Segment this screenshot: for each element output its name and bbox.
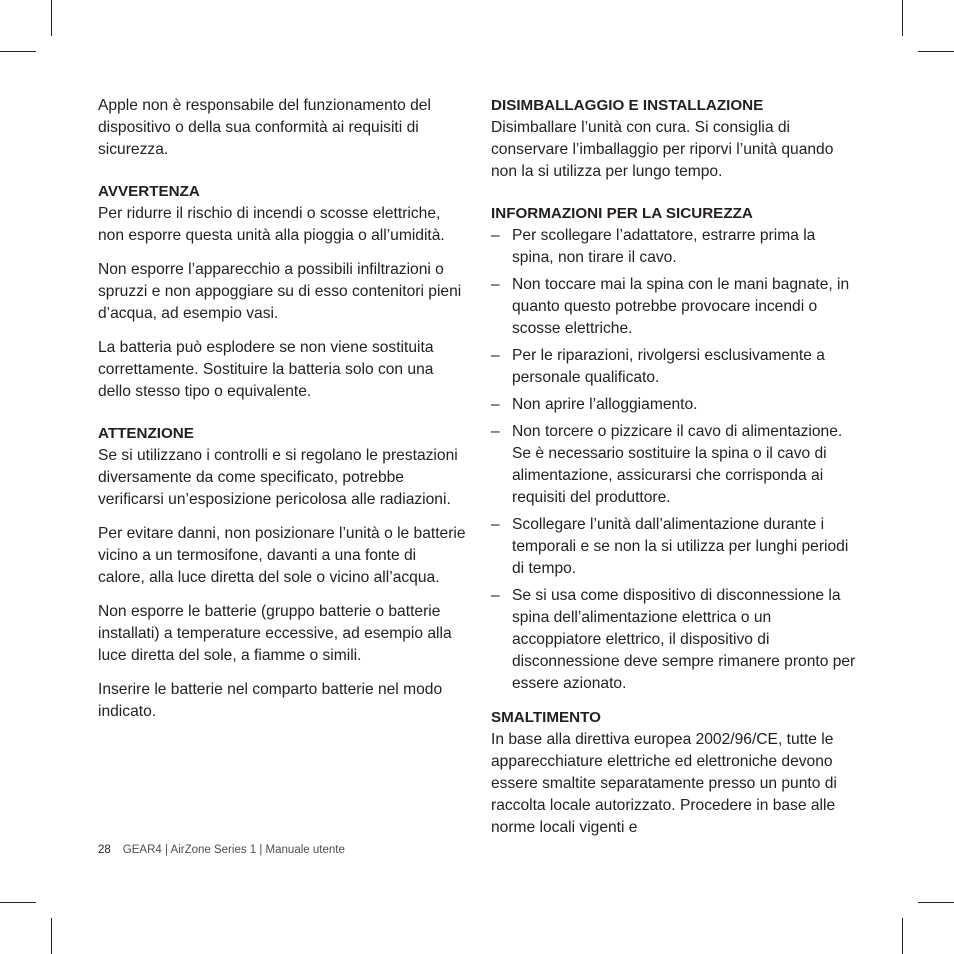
intro-block	[98, 95, 466, 161]
disimballaggio-paragraph: Disimballare l’unità con cura. Si consiglia di conservare l’imballaggio per riporvi l’unità quando non la si utilizza per lungo tempo.	[491, 119, 834, 180]
sicurezza-heading: INFORMAZIONI PER LA SICUREZZA	[491, 205, 753, 222]
crop-mark-bottom-right-vertical	[902, 918, 903, 954]
list-item-text: Non toccare mai la spina con le mani bagnate, in quanto questo potrebbe provocare incendi o scosse elettriche.	[512, 276, 850, 337]
avvertenza-section	[98, 181, 466, 403]
attenzione-heading: ATTENZIONE	[98, 425, 194, 442]
dash-marker: –	[491, 396, 500, 413]
intro-paragraph: Apple non è responsabile del funzionamento del dispositivo o della sua conformità ai requisiti di sicurezza.	[98, 97, 431, 158]
right-column	[491, 95, 859, 851]
crop-mark-bottom-right-horizontal	[918, 902, 954, 903]
list-item-text: Non torcere o pizzicare il cavo di alimentazione. Se è necessario sostituire la spina o il cavo di alimentazione, assicurarsi che corrisponda ai requisiti del produttore.	[512, 423, 843, 506]
list-item	[491, 394, 859, 416]
dash-marker: –	[491, 516, 500, 533]
attenzione-paragraph-3: Non esporre le batterie (gruppo batterie o batterie installati) a temperature eccessive, ad esempio alla luce diretta del sole, a fiamme o simili.	[98, 603, 452, 664]
avvertenza-paragraph-3: La batteria può esplodere se non viene sostituita correttamente. Sostituire la batteria solo con una dello stesso tipo o equivalente.	[98, 339, 434, 400]
avvertenza-paragraph-1: Per ridurre il rischio di incendi o scosse elettriche, non esporre questa unità alla pioggia o all’umidità.	[98, 205, 445, 244]
list-item-text: Scollegare l’unità dall’alimentazione durante i temporali e se non la si utilizza per lunghi periodi di tempo.	[512, 516, 849, 577]
list-item	[491, 514, 859, 580]
list-item	[491, 421, 859, 509]
dash-marker: –	[491, 587, 500, 604]
crop-mark-bottom-left-horizontal	[0, 902, 36, 903]
crop-mark-top-right-vertical	[902, 0, 903, 36]
sicurezza-section	[491, 203, 859, 695]
page-number: 28	[98, 844, 111, 856]
crop-mark-top-right-horizontal	[918, 51, 954, 52]
avvertenza-paragraph-2: Non esporre l’apparecchio a possibili infiltrazioni o spruzzi e non appoggiare su di esso contenitori pieni d’acqua, ad esempio vasi.	[98, 261, 462, 322]
attenzione-paragraph-4: Inserire le batterie nel comparto batterie nel modo indicato.	[98, 681, 443, 720]
left-column	[98, 95, 466, 735]
list-item	[491, 345, 859, 389]
footer-text: GEAR4 | AirZone Series 1 | Manuale utente	[122, 844, 345, 856]
list-item-text: Per scollegare l’adattatore, estrarre prima la spina, non tirare il cavo.	[512, 227, 816, 266]
crop-mark-top-left-horizontal	[0, 51, 36, 52]
sicurezza-list	[491, 225, 859, 695]
crop-mark-bottom-left-vertical	[51, 918, 52, 954]
list-item	[491, 585, 859, 695]
list-item	[491, 225, 859, 269]
disimballaggio-section	[491, 95, 859, 183]
list-item	[491, 274, 859, 340]
list-item-text: Per le riparazioni, rivolgersi esclusivamente a personale qualificato.	[512, 347, 825, 386]
disimballaggio-heading: DISIMBALLAGGIO E INSTALLAZIONE	[491, 97, 764, 114]
attenzione-section	[98, 423, 466, 723]
page-footer	[98, 842, 345, 858]
dash-marker: –	[491, 276, 500, 293]
dash-marker: –	[491, 347, 500, 364]
attenzione-paragraph-2: Per evitare danni, non posizionare l’unità o le batterie vicino a un termosifone, davanti a una fonte di calore, alla luce diretta del sole o vicino all’acqua.	[98, 525, 466, 586]
dash-marker: –	[491, 423, 500, 440]
list-item-text: Se si usa come dispositivo di disconnessione la spina dell’alimentazione elettrica o un accoppiatore elettrico, il dispositivo di disconnessione deve sempre rimanere pronto per essere azionato.	[512, 587, 856, 692]
crop-mark-top-left-vertical	[51, 0, 52, 36]
smaltimento-heading: SMALTIMENTO	[491, 709, 601, 726]
attenzione-paragraph-1: Se si utilizzano i controlli e si regolano le prestazioni diversamente da come specificato, potrebbe verificarsi un’esposizione pericolosa alle radiazioni.	[98, 447, 458, 508]
list-item-text: Non aprire l’alloggiamento.	[512, 396, 698, 413]
dash-marker: –	[491, 227, 500, 244]
smaltimento-paragraph: In base alla direttiva europea 2002/96/CE, tutte le apparecchiature elettriche ed elettroniche devono essere smaltite separatamente presso un punto di raccolta locale autorizzato. Procedere in base alle norme locali vigenti e	[491, 731, 837, 836]
smaltimento-section	[491, 707, 859, 839]
avvertenza-heading: AVVERTENZA	[98, 183, 200, 200]
